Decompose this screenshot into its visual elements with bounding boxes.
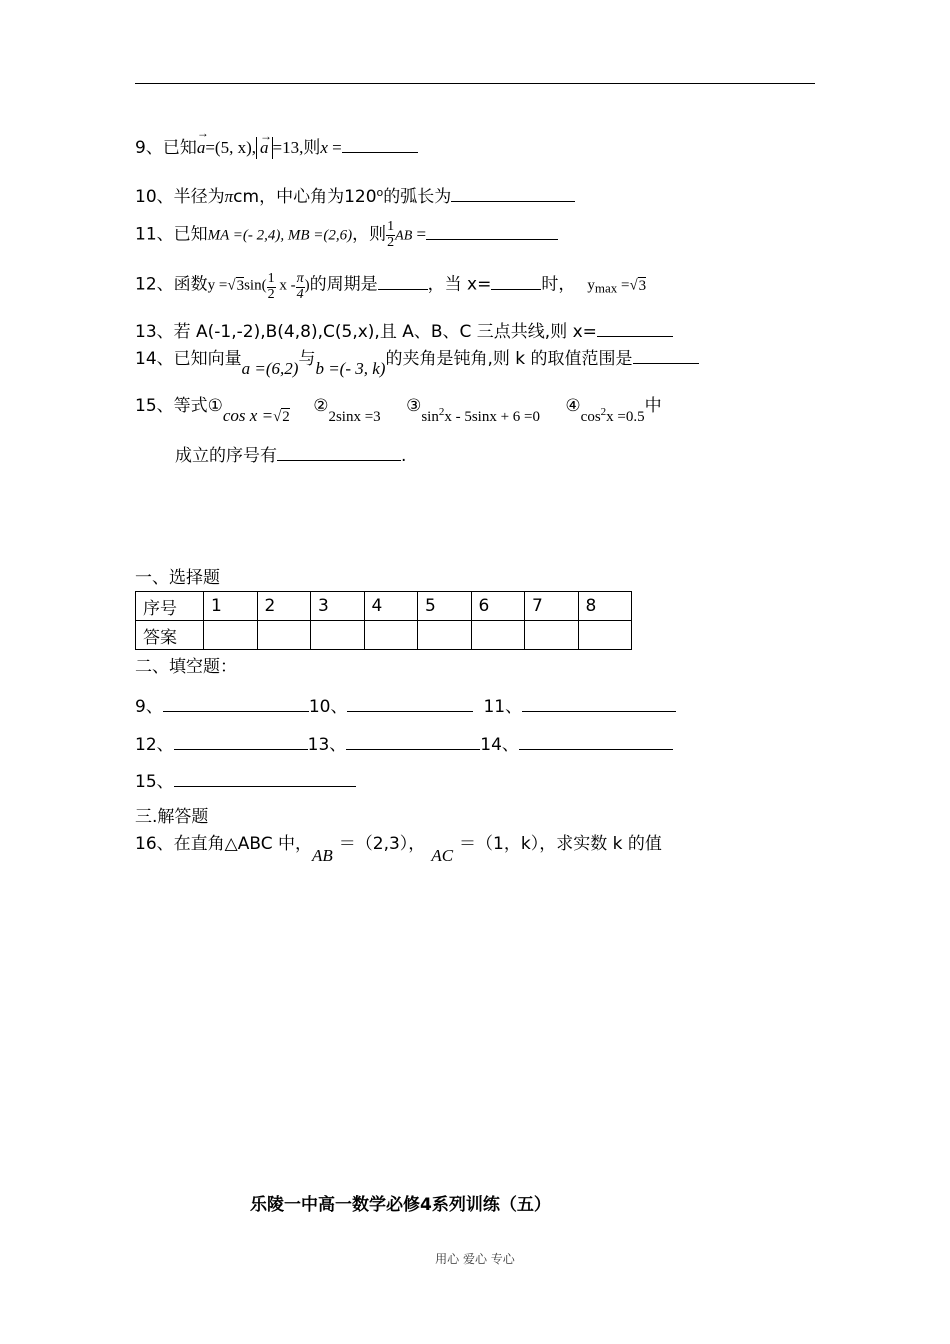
q15-e3s: 2	[438, 406, 445, 418]
q9-expr: =(5, x),	[205, 138, 256, 157]
q15-eq1: cos x =√2	[222, 406, 290, 425]
q11-then: ，则	[352, 224, 387, 245]
table-cell: 3	[311, 592, 365, 621]
table-row	[136, 621, 632, 650]
q15-answer-blank[interactable]	[277, 446, 401, 461]
question-15-line2	[175, 446, 406, 465]
q12-fd: 2	[267, 286, 275, 302]
q12-y: y =	[207, 277, 228, 294]
question-9	[135, 137, 418, 159]
q16-prefix: 16、在直角△ABC 中，	[135, 834, 312, 854]
section-solve-title: 三.解答题	[135, 807, 209, 827]
answer-cell[interactable]	[525, 621, 579, 650]
q15-e1: cos x =	[222, 406, 274, 425]
q14-answer-blank[interactable]	[633, 349, 699, 364]
q11-expr: MA =(- 2,4), MB =(2,6)	[207, 227, 353, 244]
q9-expr3: =13,	[272, 138, 304, 157]
table-row	[136, 592, 632, 621]
q9-eq: =	[327, 138, 342, 157]
page-footer: 用心 爱心 专心	[435, 1252, 515, 1266]
q11-half-num: 1	[387, 219, 395, 234]
fill-blank-14[interactable]	[519, 735, 673, 750]
q9-x: x	[320, 138, 328, 157]
table-cell: 1	[204, 592, 258, 621]
q9-abs-vector: → a	[260, 137, 269, 159]
section-fill-title: 二、填空题：	[135, 657, 237, 677]
q11-prefix: 11、已知	[135, 224, 208, 245]
q15-prefix: 15、等式①	[135, 396, 223, 416]
fill-label-11: 11、	[483, 697, 523, 717]
q15-e4b: x =0.5	[606, 409, 645, 425]
answer-cell[interactable]	[418, 621, 472, 650]
q14-vector-b: b =(- 3, k)	[315, 359, 386, 378]
q13-answer-blank[interactable]	[597, 322, 673, 337]
q10-suffix: 的弧长为	[383, 187, 452, 207]
answer-table	[135, 591, 632, 650]
q12-at: 时，	[541, 274, 576, 295]
q14-vector-a: a =(6,2)	[241, 359, 299, 378]
fill-label-10: 10、	[308, 697, 348, 717]
table-cell: 4	[364, 592, 418, 621]
q11-ab: AB	[395, 228, 413, 244]
header-rule	[135, 83, 815, 84]
answer-cell[interactable]	[471, 621, 525, 650]
fill-blank-15[interactable]	[174, 772, 356, 787]
question-14	[135, 349, 699, 378]
table-cell: 2	[257, 592, 311, 621]
table-cell: 6	[471, 592, 525, 621]
q12-sqrt3: 3	[236, 277, 245, 294]
q10-degree: o	[376, 186, 384, 199]
section-choice-title: 一、选择题	[135, 568, 220, 588]
q16-vector-ac: AC	[431, 846, 454, 865]
fill-label-12: 12、	[135, 735, 174, 755]
q14-prefix: 14、已知向量	[135, 349, 242, 369]
q13-text: 13、若 A(-1,-2),B(4,8),C(5,x),且 A、B、C 三点共线,则 x=	[135, 322, 597, 342]
q12-fn: 1	[267, 271, 275, 286]
fill-row-3	[135, 772, 356, 791]
q9-answer-blank[interactable]	[342, 138, 418, 153]
document-title: 乐陵一中高一数学必修4系列训练（五）	[250, 1195, 551, 1215]
fill-label-15: 15、	[135, 772, 174, 792]
answer-cell[interactable]	[578, 621, 632, 650]
q11-eq: =	[412, 224, 427, 244]
fill-blank-13[interactable]	[346, 735, 480, 750]
q15-circle-2: ②	[313, 396, 329, 416]
q12-sqrt-sign: √	[227, 277, 236, 294]
q9-prefix: 9、已知	[135, 138, 197, 158]
q12-half-fraction	[267, 272, 276, 302]
question-16	[135, 834, 662, 865]
q15-period: .	[401, 446, 407, 466]
q12-x-blank[interactable]	[491, 275, 541, 290]
q12-x: x -	[275, 277, 296, 294]
q10-prefix: 10、半径为	[135, 187, 225, 207]
q12-period-blank[interactable]	[378, 275, 428, 290]
fill-label-14: 14、	[480, 735, 519, 755]
table-header-answer: 答案	[136, 621, 204, 650]
q9-vector-a: → a	[197, 139, 206, 156]
q10-pi: π	[224, 187, 234, 206]
fill-blank-12[interactable]	[174, 735, 308, 750]
question-13	[135, 322, 673, 341]
q9-then: 则	[303, 138, 321, 158]
q12-eq: =	[617, 277, 630, 294]
q15-e4s: 2	[600, 406, 607, 418]
answer-cell[interactable]	[364, 621, 418, 650]
q15-e4a: cos	[580, 409, 601, 425]
question-15	[135, 396, 662, 425]
table-cell: 5	[418, 592, 472, 621]
q15-eq2: 2sinx =3	[328, 409, 381, 425]
q12-ymax: y	[587, 277, 595, 294]
answer-cell[interactable]	[204, 621, 258, 650]
q12-pd: 4	[296, 286, 304, 302]
q12-sqrt-sign-2: √	[629, 277, 638, 294]
table-header-index: 序号	[136, 592, 204, 621]
q12-when: ，当 x=	[427, 274, 492, 295]
q16-value-2: ＝（1，k），求实数 k 的值	[459, 834, 662, 854]
q12-pn: π	[296, 271, 304, 286]
fill-blank-11[interactable]	[522, 697, 676, 712]
q14-with: 与	[298, 349, 316, 369]
fill-blank-9[interactable]	[163, 697, 309, 712]
q15-zhong: 中	[644, 396, 662, 416]
q12-pi-fraction	[296, 272, 305, 302]
q12-period-label: 的周期是	[309, 274, 378, 295]
q10-mid: cm，中心角为120	[233, 187, 377, 207]
q15-eq3	[421, 406, 541, 425]
q15-e1r: 2	[282, 409, 290, 425]
q12-sqrt3b: 3	[638, 277, 647, 294]
q15-circle-3: ③	[406, 396, 422, 416]
q16-vector-ab: AB	[311, 846, 333, 865]
table-cell: 8	[578, 592, 632, 621]
answer-cell[interactable]	[257, 621, 311, 650]
q15-circle-4: ④	[565, 396, 581, 416]
fill-row-2	[135, 735, 673, 754]
question-11	[135, 220, 558, 250]
q11-half-fraction	[386, 220, 395, 250]
table-cell: 7	[525, 592, 579, 621]
q15-line2: 成立的序号有	[175, 446, 277, 466]
answer-cell[interactable]	[311, 621, 365, 650]
q15-eq4	[580, 406, 645, 425]
q11-answer-blank[interactable]	[426, 225, 558, 240]
q9-abs-a	[256, 137, 273, 159]
question-10	[135, 187, 575, 206]
q11-half-den: 2	[387, 234, 395, 250]
q15-e3a: sin	[421, 409, 439, 425]
fill-label-13: 13、	[307, 735, 347, 755]
q10-answer-blank[interactable]	[451, 187, 575, 202]
q14-suffix: 的夹角是钝角,则 k 的取值范围是	[385, 349, 633, 369]
q12-close: )	[304, 277, 310, 294]
fill-row-1	[135, 697, 676, 716]
q12-max-sub: max	[594, 280, 618, 296]
fill-label-9: 9、	[135, 697, 163, 717]
q12-sin: sin(	[244, 277, 267, 294]
question-12	[135, 272, 646, 302]
q12-prefix: 12、函数	[135, 274, 208, 295]
q15-e3b: x - 5sinx + 6 =0	[444, 409, 541, 425]
q16-value-1: ＝（2,3），	[338, 834, 426, 854]
fill-blank-10[interactable]	[347, 697, 473, 712]
